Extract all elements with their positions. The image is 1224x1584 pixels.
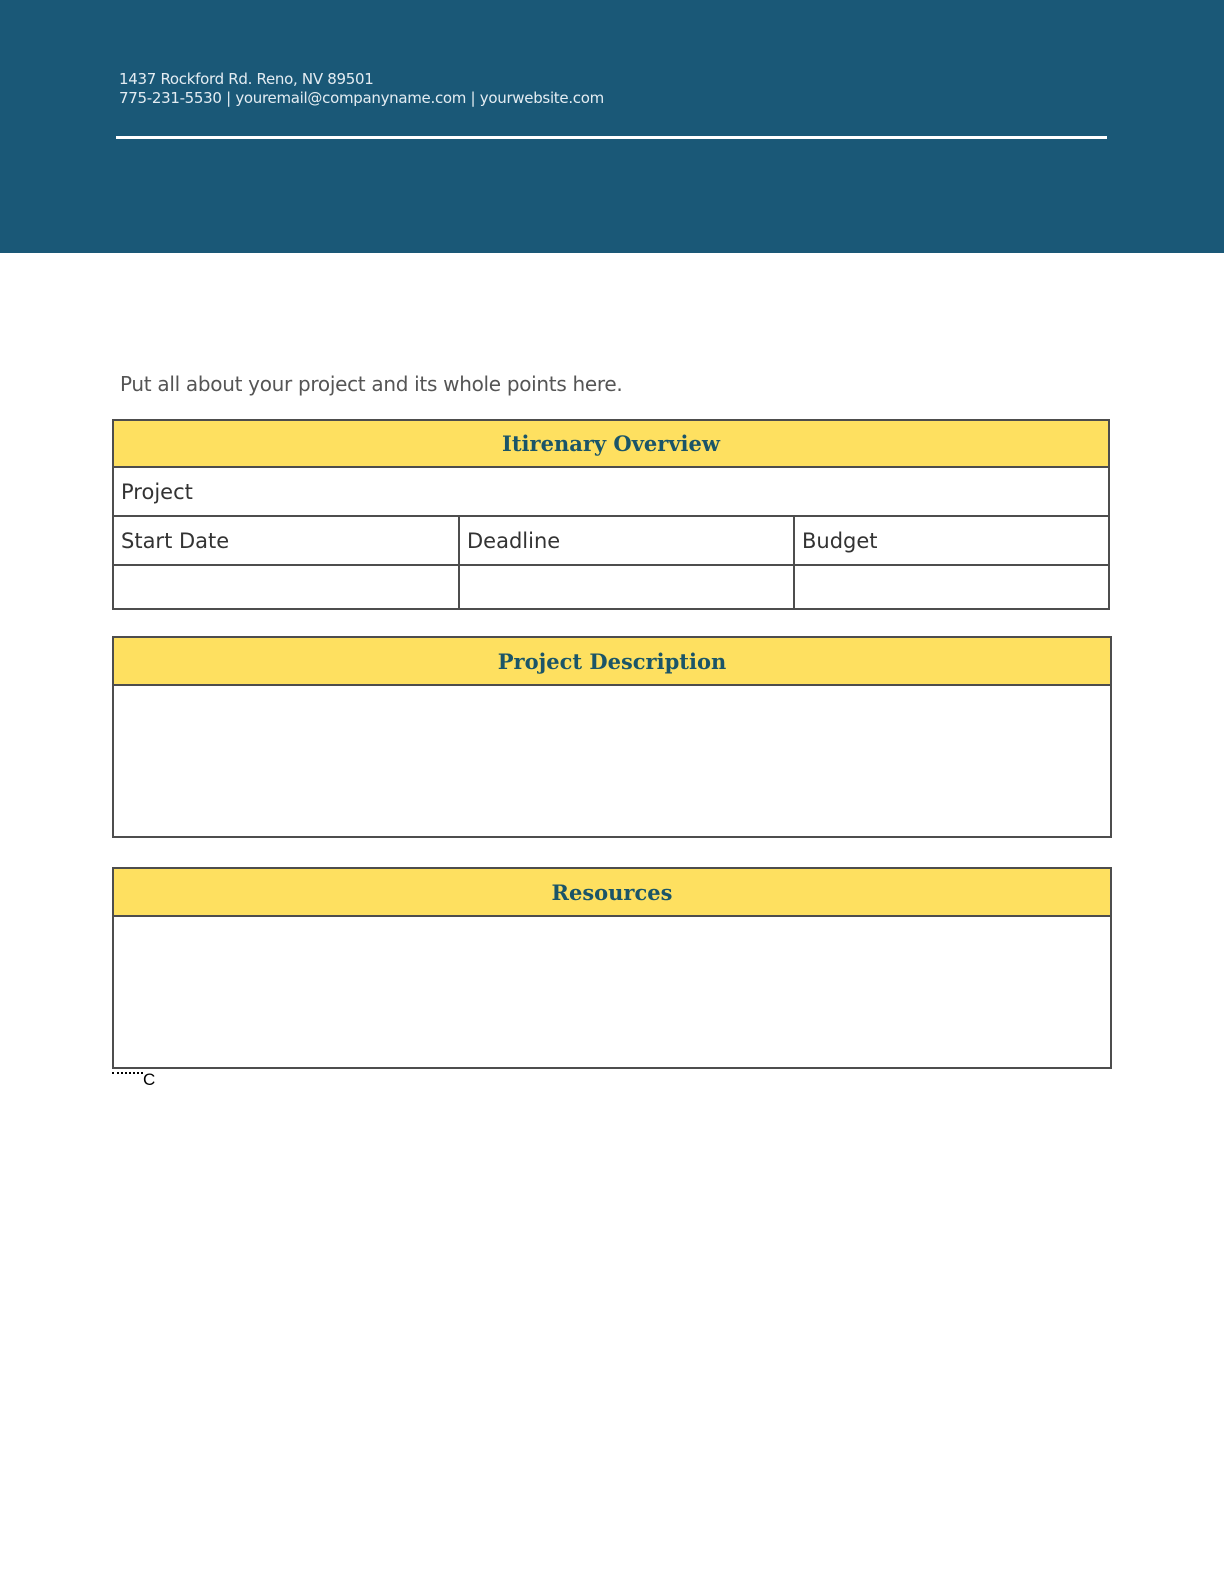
resources-body[interactable]: [113, 916, 1111, 1068]
address-line: 1437 Rockford Rd. Reno, NV 89501: [119, 70, 374, 88]
project-description-body[interactable]: [113, 685, 1111, 837]
company-contact: [119, 70, 604, 108]
project-description-title: Project Description: [113, 637, 1111, 685]
footer-mark-text: C: [143, 1070, 156, 1089]
footer-dash: [112, 1072, 143, 1074]
resources-table: [112, 867, 1112, 1069]
deadline-value[interactable]: [459, 565, 794, 609]
resources-title: Resources: [113, 868, 1111, 916]
itinerary-overview-table: [112, 419, 1110, 610]
contact-line: 775-231-5530 | youremail@companyname.com | yourwebsite.com: [119, 89, 604, 107]
itinerary-title: Itirenary Overview: [113, 420, 1109, 467]
start-date-label: Start Date: [113, 516, 459, 565]
letterhead-banner: [0, 0, 1224, 253]
deadline-label: Deadline: [459, 516, 794, 565]
project-description-table: [112, 636, 1112, 838]
footer-mark: [112, 1070, 155, 1090]
project-field[interactable]: Project: [113, 467, 1109, 516]
start-date-value[interactable]: [113, 565, 459, 609]
budget-value[interactable]: [794, 565, 1109, 609]
budget-label: Budget: [794, 516, 1109, 565]
intro-text: Put all about your project and its whole points here.: [120, 372, 623, 396]
header-divider: [116, 136, 1107, 139]
